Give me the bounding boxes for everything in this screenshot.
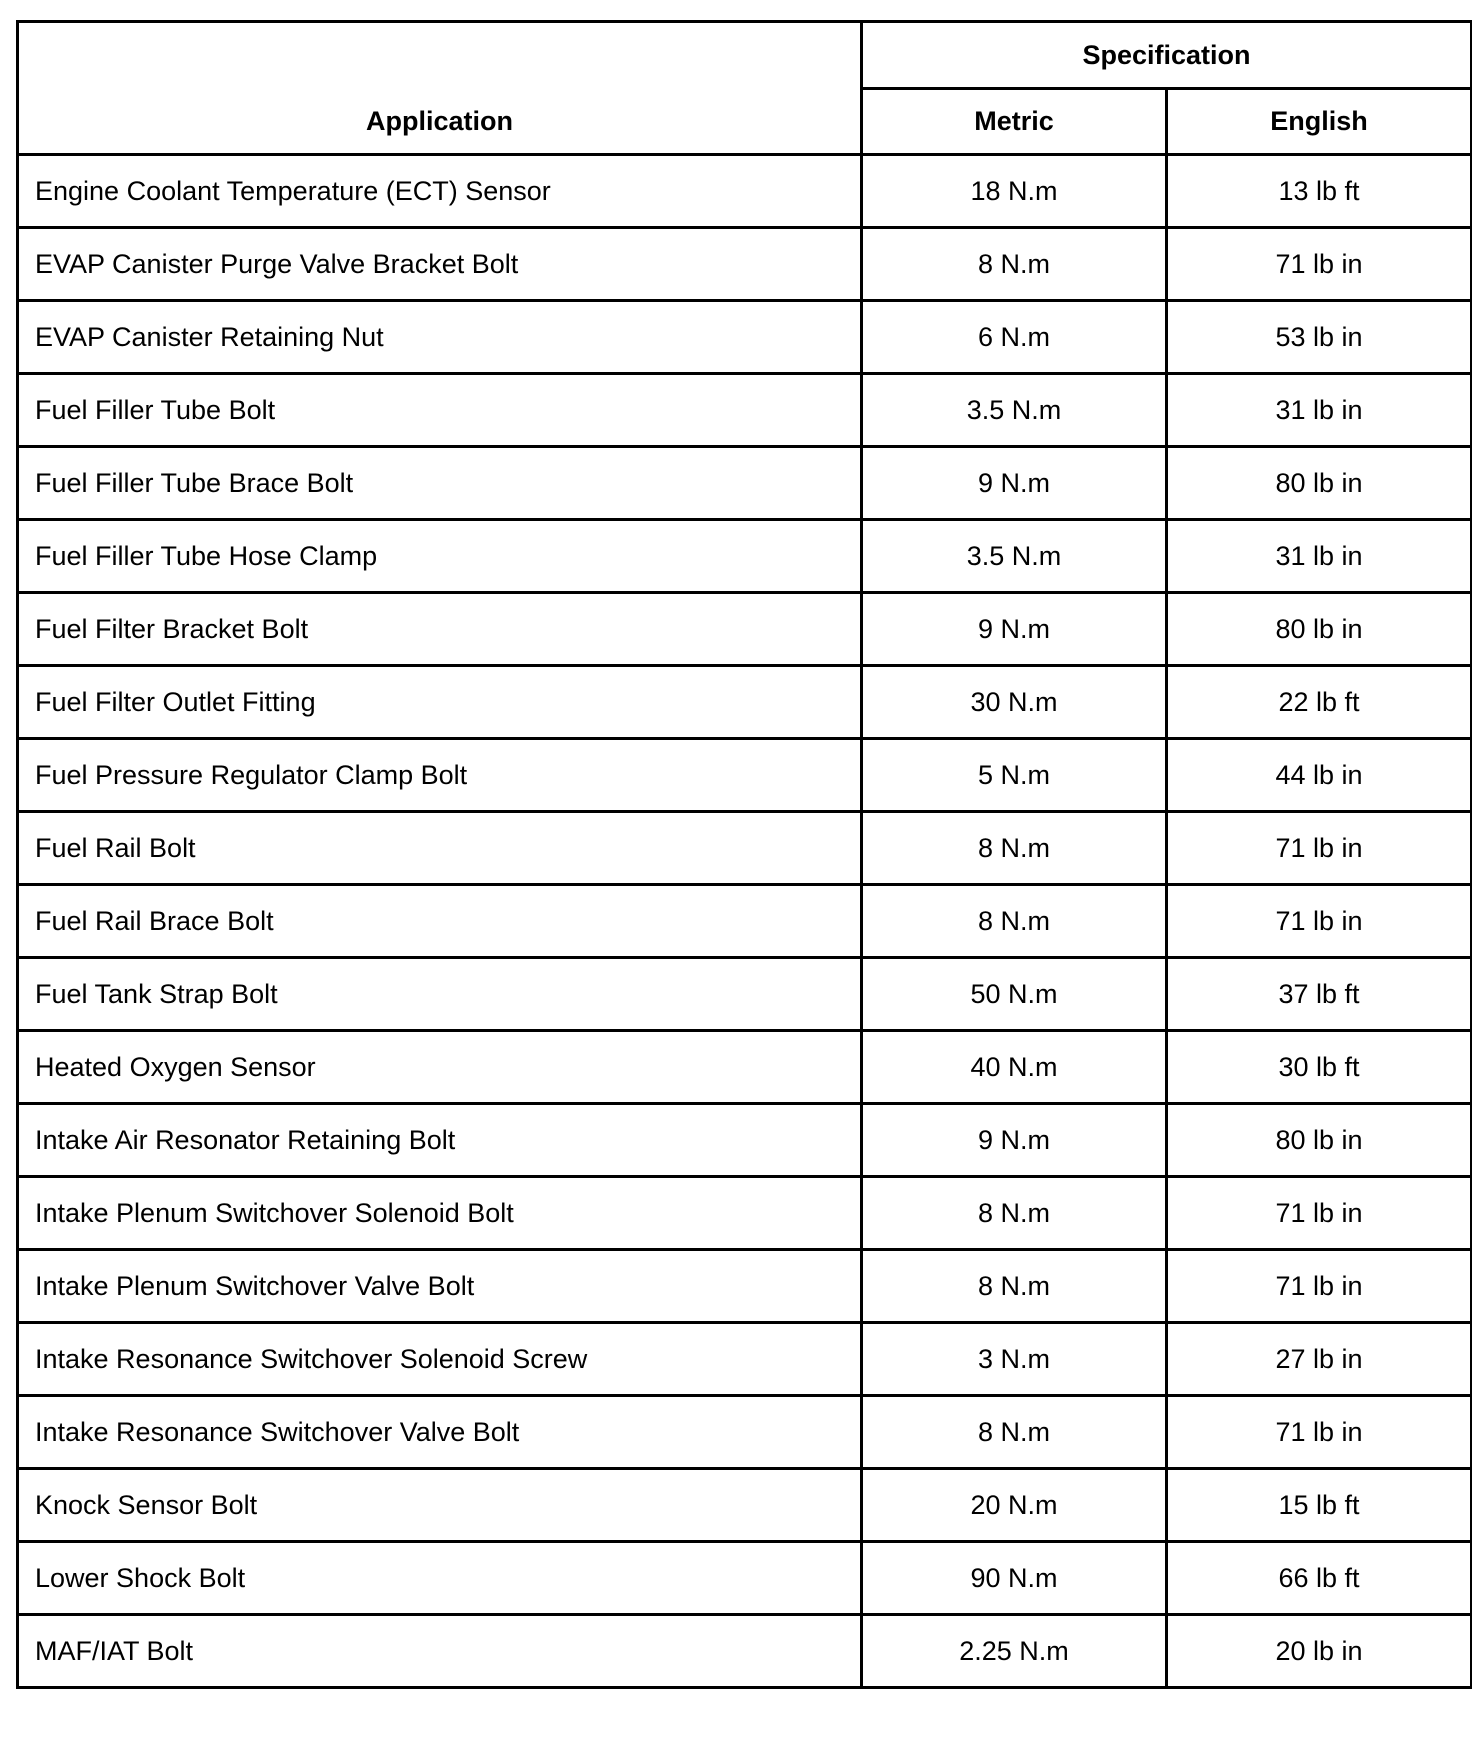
metric-cell: 40 N.m xyxy=(862,1031,1167,1104)
english-cell: 71 lb in xyxy=(1167,228,1472,301)
metric-cell: 8 N.m xyxy=(862,885,1167,958)
application-cell: Fuel Filler Tube Hose Clamp xyxy=(18,520,862,593)
table-row xyxy=(18,228,1472,301)
metric-cell: 2.25 N.m xyxy=(862,1615,1167,1688)
english-cell: 71 lb in xyxy=(1167,885,1472,958)
metric-cell: 9 N.m xyxy=(862,447,1167,520)
application-cell: Fuel Filter Outlet Fitting xyxy=(18,666,862,739)
application-cell: EVAP Canister Retaining Nut xyxy=(18,301,862,374)
metric-cell: 8 N.m xyxy=(862,1396,1167,1469)
application-header: Application xyxy=(18,22,862,155)
application-cell: Fuel Pressure Regulator Clamp Bolt xyxy=(18,739,862,812)
table-row xyxy=(18,1031,1472,1104)
application-cell: Fuel Filler Tube Bolt xyxy=(18,374,862,447)
application-cell: Lower Shock Bolt xyxy=(18,1542,862,1615)
application-cell: MAF/IAT Bolt xyxy=(18,1615,862,1688)
metric-cell: 9 N.m xyxy=(862,593,1167,666)
metric-cell: 50 N.m xyxy=(862,958,1167,1031)
english-cell: 31 lb in xyxy=(1167,374,1472,447)
application-cell: Heated Oxygen Sensor xyxy=(18,1031,862,1104)
english-cell: 30 lb ft xyxy=(1167,1031,1472,1104)
table-row xyxy=(18,812,1472,885)
metric-cell: 8 N.m xyxy=(862,1250,1167,1323)
metric-cell: 8 N.m xyxy=(862,1177,1167,1250)
english-cell: 22 lb ft xyxy=(1167,666,1472,739)
metric-cell: 5 N.m xyxy=(862,739,1167,812)
metric-cell: 20 N.m xyxy=(862,1469,1167,1542)
english-cell: 80 lb in xyxy=(1167,447,1472,520)
table-row xyxy=(18,374,1472,447)
english-cell: 37 lb ft xyxy=(1167,958,1472,1031)
metric-cell: 18 N.m xyxy=(862,155,1167,228)
application-cell: Fuel Filler Tube Brace Bolt xyxy=(18,447,862,520)
metric-cell: 30 N.m xyxy=(862,666,1167,739)
english-cell: 20 lb in xyxy=(1167,1615,1472,1688)
application-cell: Fuel Tank Strap Bolt xyxy=(18,958,862,1031)
table-row xyxy=(18,1250,1472,1323)
metric-cell: 3 N.m xyxy=(862,1323,1167,1396)
english-cell: 13 lb ft xyxy=(1167,155,1472,228)
metric-header: Metric xyxy=(862,89,1167,155)
table-row xyxy=(18,593,1472,666)
english-cell: 80 lb in xyxy=(1167,1104,1472,1177)
table-row xyxy=(18,301,1472,374)
english-cell: 71 lb in xyxy=(1167,1250,1472,1323)
application-cell: Engine Coolant Temperature (ECT) Sensor xyxy=(18,155,862,228)
metric-cell: 9 N.m xyxy=(862,1104,1167,1177)
english-cell: 53 lb in xyxy=(1167,301,1472,374)
application-cell: Fuel Filter Bracket Bolt xyxy=(18,593,862,666)
english-cell: 71 lb in xyxy=(1167,812,1472,885)
table-row xyxy=(18,666,1472,739)
application-cell: Knock Sensor Bolt xyxy=(18,1469,862,1542)
torque-specification-table xyxy=(16,20,1472,1689)
table-body xyxy=(18,155,1472,1688)
metric-cell: 3.5 N.m xyxy=(862,374,1167,447)
english-cell: 15 lb ft xyxy=(1167,1469,1472,1542)
application-cell: Intake Plenum Switchover Valve Bolt xyxy=(18,1250,862,1323)
table-row xyxy=(18,739,1472,812)
english-cell: 71 lb in xyxy=(1167,1177,1472,1250)
application-cell: Intake Plenum Switchover Solenoid Bolt xyxy=(18,1177,862,1250)
table-row xyxy=(18,885,1472,958)
table-row xyxy=(18,1177,1472,1250)
specification-header: Specification xyxy=(862,22,1472,89)
table-header xyxy=(18,22,1472,155)
header-row-top xyxy=(18,22,1472,89)
table-row xyxy=(18,1615,1472,1688)
table-row xyxy=(18,447,1472,520)
table-row xyxy=(18,155,1472,228)
english-cell: 80 lb in xyxy=(1167,593,1472,666)
table-row xyxy=(18,1396,1472,1469)
application-cell: Intake Resonance Switchover Solenoid Screw xyxy=(18,1323,862,1396)
english-cell: 27 lb in xyxy=(1167,1323,1472,1396)
table-row xyxy=(18,958,1472,1031)
english-cell: 31 lb in xyxy=(1167,520,1472,593)
table-row xyxy=(18,1104,1472,1177)
table-row xyxy=(18,1323,1472,1396)
metric-cell: 6 N.m xyxy=(862,301,1167,374)
english-header: English xyxy=(1167,89,1472,155)
application-cell: Intake Resonance Switchover Valve Bolt xyxy=(18,1396,862,1469)
application-cell: EVAP Canister Purge Valve Bracket Bolt xyxy=(18,228,862,301)
english-cell: 71 lb in xyxy=(1167,1396,1472,1469)
application-cell: Fuel Rail Brace Bolt xyxy=(18,885,862,958)
metric-cell: 8 N.m xyxy=(862,228,1167,301)
application-cell: Intake Air Resonator Retaining Bolt xyxy=(18,1104,862,1177)
metric-cell: 3.5 N.m xyxy=(862,520,1167,593)
english-cell: 66 lb ft xyxy=(1167,1542,1472,1615)
table-row xyxy=(18,1542,1472,1615)
table-row xyxy=(18,520,1472,593)
english-cell: 44 lb in xyxy=(1167,739,1472,812)
metric-cell: 8 N.m xyxy=(862,812,1167,885)
table-row xyxy=(18,1469,1472,1542)
metric-cell: 90 N.m xyxy=(862,1542,1167,1615)
application-cell: Fuel Rail Bolt xyxy=(18,812,862,885)
